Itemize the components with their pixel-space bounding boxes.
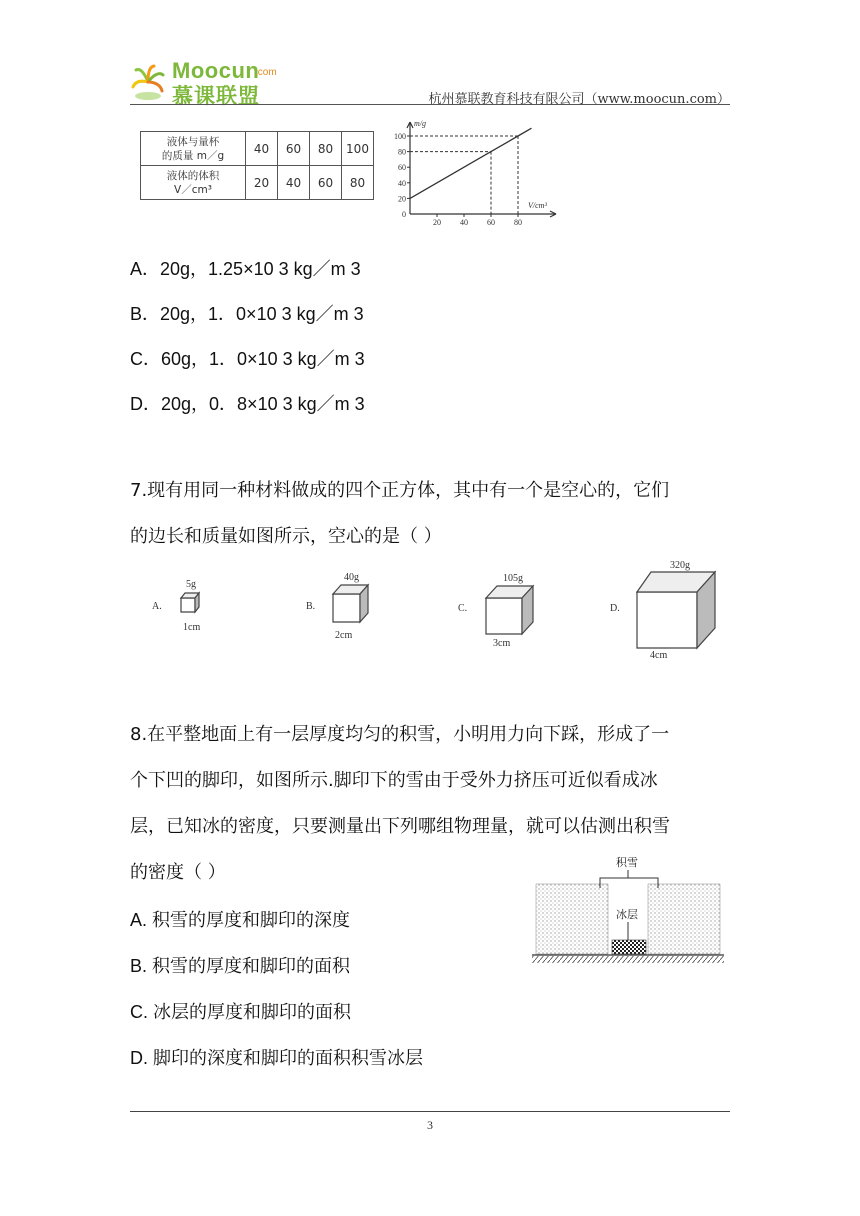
q8-line: 个下凹的脚印，如图所示.脚印下的雪由于受外力挤压可近似看成冰 (130, 770, 658, 791)
q8-option-d: D. 脚印的深度和脚印的面积积雪冰层 (130, 1048, 423, 1068)
table-cell: 20 (246, 166, 278, 200)
header-divider (130, 104, 730, 105)
cube-a-side: 1cm (183, 622, 201, 633)
company-name: 杭州慕联教育科技有限公司（www.moocun.com） (428, 92, 730, 107)
cube-b-mass: 40g (344, 572, 359, 583)
x-tick-label: 60 (487, 218, 495, 227)
cube-c (486, 586, 533, 634)
y-tick-label: 40 (398, 178, 406, 188)
q8-line: 8.在平整地面上有一层厚度均匀的积雪，小明用力向下踩，形成了一 (130, 724, 670, 745)
mass-volume-table (140, 131, 374, 200)
y-tick-label: 100 (394, 132, 406, 141)
origin-label: 0 (402, 210, 406, 219)
row-header-volume (141, 166, 246, 200)
x-tick-label: 40 (460, 218, 468, 227)
ice-layer (612, 940, 646, 954)
logo-wordmark-en: Moocun (172, 58, 260, 83)
table-row (141, 166, 374, 200)
y-tick-label: 80 (398, 147, 406, 157)
cube-c-mass: 105g (503, 573, 523, 584)
y-axis-label: m/g (414, 119, 426, 128)
x-axis-label: V/cm³ (528, 201, 547, 210)
cube-c-letter: C. (458, 603, 468, 614)
row-header-line: 液体与量杯 (166, 135, 220, 148)
ice-label: 冰层 (616, 908, 638, 921)
q7-cubes-figure (140, 556, 740, 662)
cube-d-mass: 320g (670, 560, 690, 571)
cube-b-letter: B. (306, 601, 316, 612)
table-cell: 80 (342, 166, 374, 200)
cube-d (637, 572, 715, 648)
q8-option-c: C. 冰层的厚度和脚印的面积 (130, 1002, 351, 1022)
q6-option-d: D．20g，0．8×10 3 kg／m 3 (130, 394, 365, 414)
q8-line: 层，已知冰的密度，只要测量出下列哪组物理量，就可以估测出积雪 (130, 816, 670, 837)
q6-option-a: A．20g，1.25×10 3 kg／m 3 (130, 259, 361, 279)
snow-footprint-figure (530, 852, 726, 968)
ground-hatch (532, 956, 724, 963)
cube-a (181, 593, 199, 612)
row-header-line: 的质量 m／g (161, 149, 225, 162)
footer-divider (130, 1111, 730, 1112)
q7-question (130, 468, 740, 560)
table-cell: 80 (310, 132, 342, 166)
q8-option-b: B. 积雪的厚度和脚印的面积 (130, 956, 351, 976)
table-cell: 40 (278, 166, 310, 200)
q6-option-b: B．20g，1．0×10 3 kg／m 3 (130, 304, 364, 324)
row-header-mass (141, 132, 246, 166)
logo-wordmark-cn: 慕课联盟 (172, 84, 260, 108)
table-cell: 60 (278, 132, 310, 166)
q6-option-c: C．60g，1．0×10 3 kg／m 3 (130, 349, 365, 369)
page-number: 3 (427, 1118, 433, 1132)
q7-line: 7.现有用同一种材料做成的四个正方体，其中有一个是空心的，它们 (130, 480, 670, 501)
cube-c-side: 3cm (493, 638, 511, 649)
snow-label: 积雪 (616, 856, 638, 869)
y-tick-label: 60 (398, 163, 406, 173)
table-cell: 100 (342, 132, 374, 166)
q8-line: 的密度（ ） (130, 862, 226, 883)
row-header-line: V／cm³ (174, 183, 212, 196)
cube-d-side: 4cm (650, 650, 668, 661)
mass-volume-chart (392, 116, 564, 230)
x-tick-label: 20 (433, 218, 441, 227)
cube-b (333, 585, 368, 622)
logo-domain-suffix: .com (255, 67, 277, 78)
x-tick-label: 80 (514, 218, 522, 227)
cube-d-letter: D. (610, 603, 620, 614)
y-tick-label: 20 (398, 194, 406, 204)
q7-line: 的边长和质量如图所示，空心的是（ ） (130, 526, 442, 547)
table-cell: 40 (246, 132, 278, 166)
series-line (410, 128, 532, 198)
cube-a-letter: A. (152, 601, 162, 612)
cube-b-side: 2cm (335, 630, 353, 641)
q8-option-a: A. 积雪的厚度和脚印的深度 (130, 910, 351, 930)
table-cell: 60 (310, 166, 342, 200)
cube-a-mass: 5g (186, 579, 196, 590)
table-row (141, 132, 374, 166)
moocun-flower-logo-icon (130, 62, 166, 102)
row-header-line: 液体的体积 (166, 169, 220, 182)
